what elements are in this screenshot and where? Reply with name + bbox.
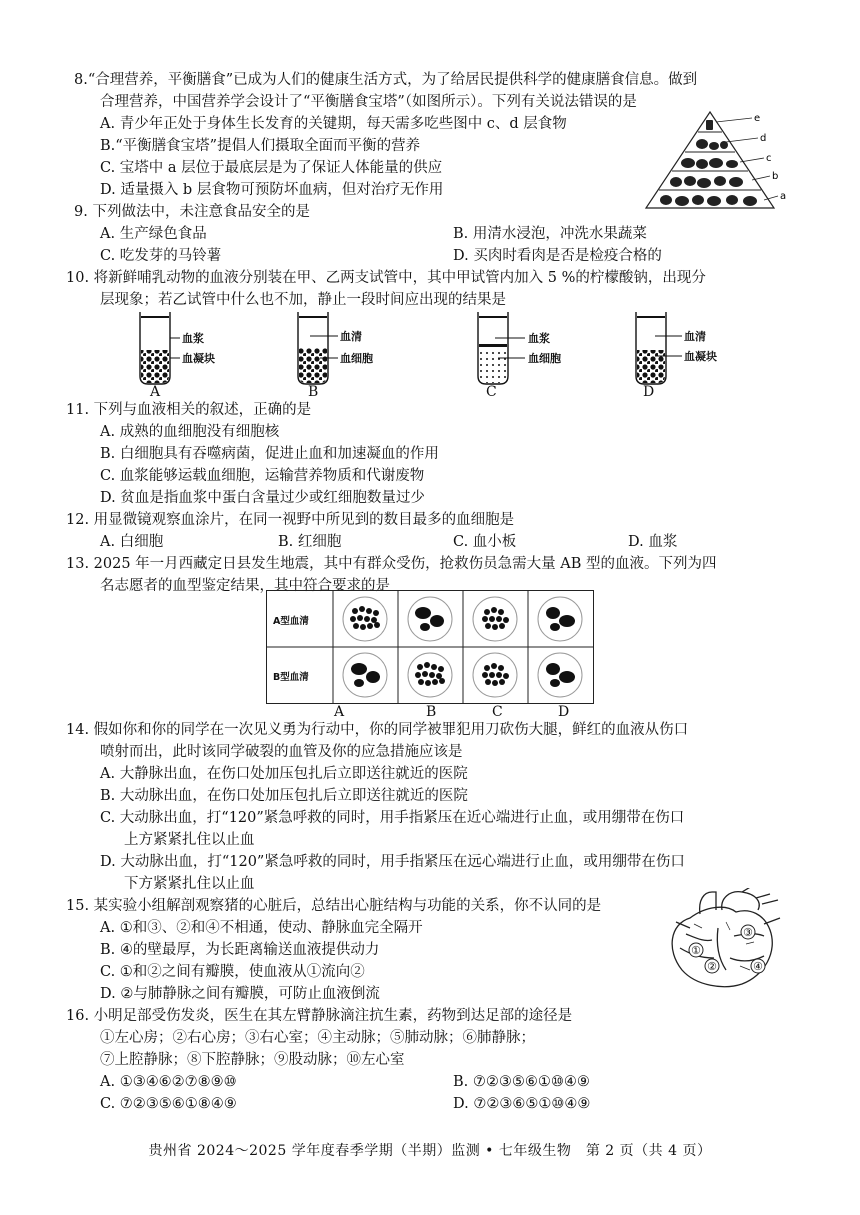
- question-16-option-b: B. ⑦②③⑤⑥①⑩④⑨: [453, 1074, 590, 1090]
- tube-b: [298, 312, 338, 384]
- tube-b-letter: B: [308, 384, 319, 400]
- table-letter-d: D: [558, 704, 570, 720]
- pyramid-label-d: d: [760, 133, 767, 144]
- tube-a: [140, 312, 180, 384]
- sample-b-serum-b: [415, 662, 445, 686]
- tube-a-top-label: 血浆: [182, 332, 204, 345]
- question-12-option-c: C. 血小板: [453, 534, 517, 550]
- tube-a-bottom-label: 血凝块: [182, 352, 215, 365]
- question-14-option-d: D. 大动脉出血，打“120”紧急呼救的同时，用手指紧压在远心端进行止血，或用绷带在伤口: [100, 854, 685, 870]
- tube-c: [478, 312, 525, 384]
- question-8-line-1: 8.“合理营养，平衡膳食”已成为人们的健康生活方式，为了给居民提供科学的健康膳食信息。做到: [74, 72, 698, 88]
- question-14-option-d-cont: 下方紧紧扎住以止血: [124, 876, 255, 892]
- table-letter-c: C: [492, 704, 503, 720]
- question-8-option-c: C. 宝塔中 a 层位于最底层是为了保证人体能量的供应: [100, 160, 443, 176]
- sample-d-serum-a: [546, 607, 575, 631]
- question-16-option-d: D. ⑦②③⑥⑤①⑩④⑨: [453, 1096, 591, 1112]
- tube-c-letter: C: [486, 384, 497, 400]
- question-13-line-2: 名志愿者的血型鉴定结果，其中符合要求的是: [100, 578, 390, 594]
- question-13-line-1: 13. 2025 年一月西藏定日县发生地震，其中有群众受伤，抢救伤员急需大量 AB 型的血液。下列为四: [66, 556, 717, 572]
- question-8-option-b: B.“平衡膳食宝塔”提倡人们摄取全面而平衡的营养: [100, 138, 421, 154]
- question-12-option-d: D. 血浆: [628, 534, 678, 550]
- question-14-option-a: A. 大静脉出血，在伤口处加压包扎后立即送往就近的医院: [100, 766, 468, 782]
- tube-c-bottom-label: 血细胞: [528, 352, 561, 365]
- heart-figure: [660, 888, 786, 992]
- page-footer: 贵州省 2024～2025 学年度春季学期（半期）监测 • 七年级生物 第 2 页（共 4 页）: [148, 1143, 712, 1159]
- pyramid-label-a: a: [780, 191, 787, 202]
- question-11-option-b: B. 白细胞具有吞噬病菌，促进止血和加速凝血的作用: [100, 446, 439, 462]
- sample-a-serum-b: [351, 663, 380, 687]
- question-8-option-d: D. 适量摄入 b 层食物可预防坏血病，但对治疗无作用: [100, 182, 444, 198]
- question-9-stem: 9. 下列做法中，未注意食品安全的是: [74, 204, 310, 220]
- question-9-option-a: A. 生产绿色食品: [100, 226, 207, 242]
- table-row-label-a-serum: A型血清: [273, 616, 309, 627]
- question-9-option-b: B. 用清水浸泡，冲洗水果蔬菜: [453, 226, 647, 242]
- pyramid-label-c: c: [766, 153, 772, 164]
- tube-d-letter: D: [643, 384, 655, 400]
- question-14-line-2: 喷射而出，此时该同学破裂的血管及你的应急措施应该是: [100, 744, 463, 760]
- table-row-label-b-serum: B型血清: [273, 672, 309, 683]
- question-8-option-a: A. 青少年正处于身体生长发育的关键期，每天需多吃些图中 c、d 层食物: [100, 116, 567, 132]
- tube-d-bottom-label: 血凝块: [684, 350, 717, 363]
- question-12-stem: 12. 用显微镜观察血涂片，在同一视野中所见到的数目最多的血细胞是: [66, 512, 515, 528]
- heart-label-4: ④: [753, 960, 763, 973]
- question-14-option-c: C. 大动脉出血，打“120”紧急呼救的同时，用手指紧压在近心端进行止血，或用绷带在伤口: [100, 810, 685, 826]
- sample-a-serum-a: [350, 606, 380, 630]
- pyramid-label-e: e: [754, 113, 761, 124]
- question-15-option-c: C. ①和②之间有瓣膜，使血液从①流向②: [100, 964, 365, 980]
- tube-d: [636, 312, 682, 384]
- question-12-option-a: A. 白细胞: [100, 534, 164, 550]
- sample-d-serum-b: [546, 663, 575, 687]
- pyramid-label-b: b: [772, 171, 779, 182]
- question-15-option-d: D. ②与肺静脉之间有瓣膜，可防止血液倒流: [100, 986, 380, 1002]
- question-15-option-b: B. ④的壁最厚，为长距离输送血液提供动力: [100, 942, 380, 958]
- tube-b-bottom-label: 血细胞: [340, 352, 373, 365]
- table-letter-a: A: [334, 704, 345, 720]
- question-14-option-c-cont: 上方紧紧扎住以止血: [124, 832, 255, 848]
- question-15-option-a: A. ①和③、②和④不相通，使动、静脉血完全隔开: [100, 920, 423, 936]
- tube-b-top-label: 血清: [340, 330, 362, 343]
- question-16-list-2: ⑦上腔静脉；⑧下腔静脉；⑨股动脉；⑩左心室: [100, 1052, 405, 1068]
- heart-label-1: ①: [691, 944, 701, 957]
- blood-type-table: [266, 590, 594, 704]
- question-11-option-d: D. 贫血是指血浆中蛋白含量过少或红细胞数量过少: [100, 490, 425, 506]
- question-16-option-a: A. ①③④⑥②⑦⑧⑨⑩: [100, 1074, 237, 1090]
- question-12-option-b: B. 红细胞: [278, 534, 342, 550]
- tube-c-top-label: 血浆: [528, 332, 550, 345]
- question-16-list-1: ①左心房；②右心房；③右心室；④主动脉；⑤肺动脉；⑥肺静脉；: [100, 1030, 535, 1046]
- sample-c-serum-a: [482, 607, 509, 630]
- heart-label-2: ②: [707, 960, 717, 973]
- question-14-line-1: 14. 假如你和你的同学在一次见义勇为行动中，你的同学被罪犯用刀砍伤大腿，鲜红的血液从伤口: [66, 722, 689, 738]
- question-8-line-2: 合理营养，中国营养学会设计了“平衡膳食宝塔”（如图所示）。下列有关说法错误的是: [100, 94, 637, 110]
- question-10-line-1: 10. 将新鲜哺乳动物的血液分别装在甲、乙两支试管中，其中甲试管内加入 5 %的柠檬酸钠，出现分: [66, 270, 706, 286]
- question-9-option-c: C. 吃发芽的马铃薯: [100, 248, 222, 264]
- heart-label-3: ③: [743, 926, 753, 939]
- question-11-option-c: C. 血浆能够运载血细胞，运输营养物质和代谢废物: [100, 468, 425, 484]
- question-14-option-b: B. 大动脉出血，在伤口处加压包扎后立即送往就近的医院: [100, 788, 468, 804]
- question-9-option-d: D. 买肉时看肉是否是检疫合格的: [453, 248, 662, 264]
- table-letter-b: B: [426, 704, 437, 720]
- tube-d-top-label: 血清: [684, 330, 706, 343]
- question-11-stem: 11. 下列与血液相关的叙述，正确的是: [66, 402, 312, 418]
- sample-b-serum-a: [415, 607, 444, 631]
- food-pyramid-figure: [640, 108, 790, 214]
- question-16-option-c: C. ⑦②③⑤⑥①⑧④⑨: [100, 1096, 237, 1112]
- tube-a-letter: A: [150, 384, 161, 400]
- question-16-stem: 16. 小明足部受伤发炎，医生在其左臂静脉滴注抗生素，药物到达足部的途径是: [66, 1008, 573, 1024]
- question-10-line-2: 层现象；若乙试管中什么也不加，静止一段时间应出现的结果是: [100, 292, 506, 308]
- question-15-stem: 15. 某实验小组解剖观察猪的心脏后，总结出心脏结构与功能的关系，你不认同的是: [66, 898, 602, 914]
- question-11-option-a: A. 成熟的血细胞没有细胞核: [100, 424, 280, 440]
- sample-c-serum-b: [482, 663, 509, 686]
